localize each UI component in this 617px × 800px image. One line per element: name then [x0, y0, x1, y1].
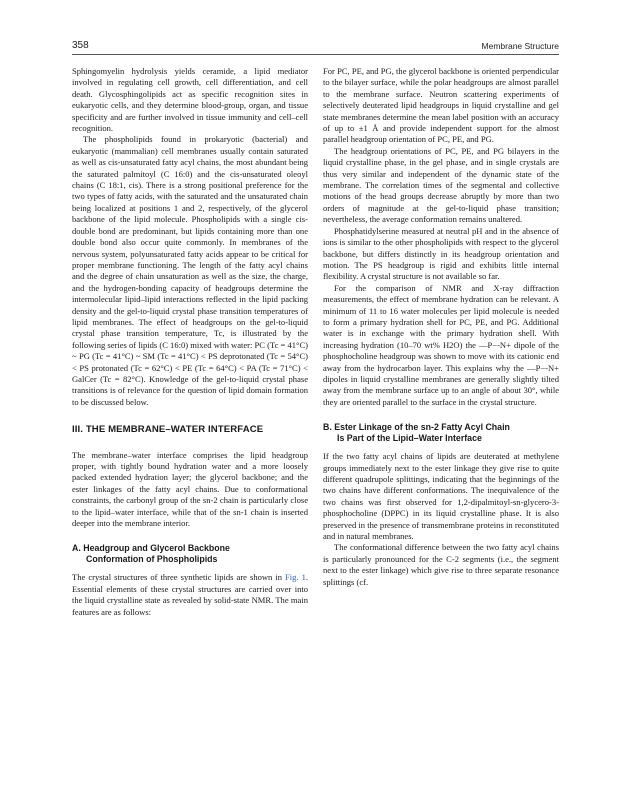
- paragraph: The conformational difference between the two fatty acyl chains is particularly pronounced for the C-2 segments (i.e., the segment next to the ester linkage) which give rise to three separate resonance splittings (cf.: [323, 542, 559, 587]
- paragraph: [72, 572, 308, 618]
- paragraph: The membrane–water interface comprises the lipid headgroup proper, with tightly bound hydration water and a more loosely packed extended hydration layer; the glycerol backbone; and the ester linkages of the fatty acyl chains. Due to conformational constraints, the carbonyl group of the sn-2 chain is particularly close to the lipid–water interface, while that of the sn-1 chain is inserted deeper into the membrane interior.: [72, 449, 308, 529]
- paragraph-text: The crystal structures of three synthetic lipids are shown in: [72, 572, 286, 583]
- paragraph: If the two fatty acyl chains of lipids are deuterated at methylene groups immediately next to the ester linkage they give rise to quite different quadrupole splittings, indicating that the beginnings of the two chains have different conformations. The inequivalence of the two chains was first observed for 1,2-dipalmitoyl-sn-glycero-3-phosphocholine (DPPC) in its liquid crystalline phase. It is also preserved in the presence of transmembrane proteins in reconstituted and in natural membranes.: [323, 451, 559, 542]
- subsection-heading-line-2: Conformation of Phospholipids: [86, 554, 218, 565]
- page-header: [72, 40, 559, 55]
- paragraph: Phosphatidylserine measured at neutral pH and in the absence of ions is similar to the other phospholipids with respect to the glycerol backbone, but differs distinctly in its headgroup orientation and motion. The PS headgroup is rigid and exhibits little internal flexibility. A crystal structure is not available so far.: [323, 225, 559, 282]
- subsection-heading-line-1: A. Headgroup and Glycerol Backbone: [72, 543, 230, 554]
- subsection-heading-line-2: Is Part of the Lipid–Water Interface: [337, 433, 482, 444]
- paragraph: For PC, PE, and PG, the glycerol backbone is oriented perpendicular to the bilayer surface, while the polar headgroups are almost parallel to the membrane surface. Neutron scattering experiments of selectively deuterated lipid headgroups in liquid crystalline and gel state membranes determine the mean label position with an accuracy of up to ±1 Å and provide independent support for the almost parallel headgroup orientation of PC, PE, and PG.: [323, 66, 559, 145]
- paragraph: The headgroup orientations of PC, PE, and PG bilayers in the liquid crystalline phase, in the gel phase, and in single crystals are thus very similar and independent of the dynamic state of the membrane. The correlation times of the segmental and collective motions of the head groups decrease abruptly by more than two orders of magnitude at the gel-to-liquid phase transition; nevertheless, the average conformation remains unaltered.: [323, 145, 559, 225]
- running-head: Membrane Structure: [481, 41, 559, 51]
- left-column: [72, 66, 308, 618]
- paragraph: For the comparison of NMR and X-ray diffraction measurements, the effect of membrane hydration can be relevant. A minimum of 11 to 16 water molecules per lipid molecule is needed to form a primary hydration shell for PC, PE, and PG. Additional water is in exchange with the primary hydration shell. With increasing hydration (10–70 wt% H2O) the —P−-N+ dipole of the phosphocholine headgroup was shown to move with its cationic end away from the hydrocarbon layer. This explains why the —P−-N+ dipoles in liquid crystalline membranes are generally slightly tilted away from the membrane surface up to an angle of about 30°, while they are oriented parallel to the surface in the crystal structure.: [323, 282, 559, 407]
- right-column: [323, 66, 559, 588]
- paragraph-text: . Essential elements of these crystal structures are carried over into the liquid crystalline state as revealed by solid-state NMR. The main features are as follows:: [72, 572, 308, 617]
- page-number: 358: [72, 40, 89, 51]
- figure-link[interactable]: Fig. 1: [285, 572, 306, 583]
- subsection-heading: [72, 543, 308, 565]
- section-heading: III. THE MEMBRANE–WATER INTERFACE: [72, 424, 264, 436]
- subsection-heading-line-1: B. Ester Linkage of the sn-2 Fatty Acyl Chain: [323, 422, 510, 433]
- paragraph: The phospholipids found in prokaryotic (bacterial) and eukaryotic (mammalian) cell membranes usually contain saturated as well as cis-unsaturated fatty acyl chains, the most abundant being the saturated palmitoyl (C 16:0) and the cis-unsaturated oleoyl chains (C 18:1, cis). There is a strong positional preference for the two types of fatty acids, with the saturated and the unsaturated chain being localized at positions 1 and 2, respectively, of the glycerol backbone of the lipid molecule. Phospholipids with a single cis-double bond are predominant, but lipids containing more than one double bond also occur quite commonly. In membranes of the nervous system, polyunsaturated fatty acids appear to be critical for proper membrane functioning. The length of the fatty acyl chains and the degree of chain unsaturation as well as the size, the charge, and the hydrogen-bonding capacity of headgroups determine the intermolecular lipid–lipid interactions reflected in the lipid packing density and the gel-to-liquid crystal phase transition temperatures of lipid membranes. The effect of headgroups on the gel-to-liquid crystal phase transition temperature, Tc, is illustrated by the following series of lipids (C 16:0) mixed with water: PC (Tc = 41°C) ~ PG (Tc = 41°C) ~ SM (Tc = 41°C) < PS deprotonated (Tc = 54°C) < PS protonated (Tc = 62°C) < PE (Tc = 64°C) < PA (Tc = 71°C) < GalCer (Tc = 82°C). Knowledge of the gel-to-liquid crystal phase transitions is of relevance for the question of lipid domain formation to be discussed below.: [72, 134, 309, 407]
- paragraph: Sphingomyelin hydrolysis yields ceramide, a lipid mediator involved in regulating cell growth, cell differentiation, and cell death. Glycosphingolipids act as specific recognition sites in eukaryotic cells, and they determine blood-group, organ, and tissue specificity and are further involved in tissue immunity and cell–cell recognition.: [72, 66, 308, 134]
- subsection-heading: [323, 422, 559, 444]
